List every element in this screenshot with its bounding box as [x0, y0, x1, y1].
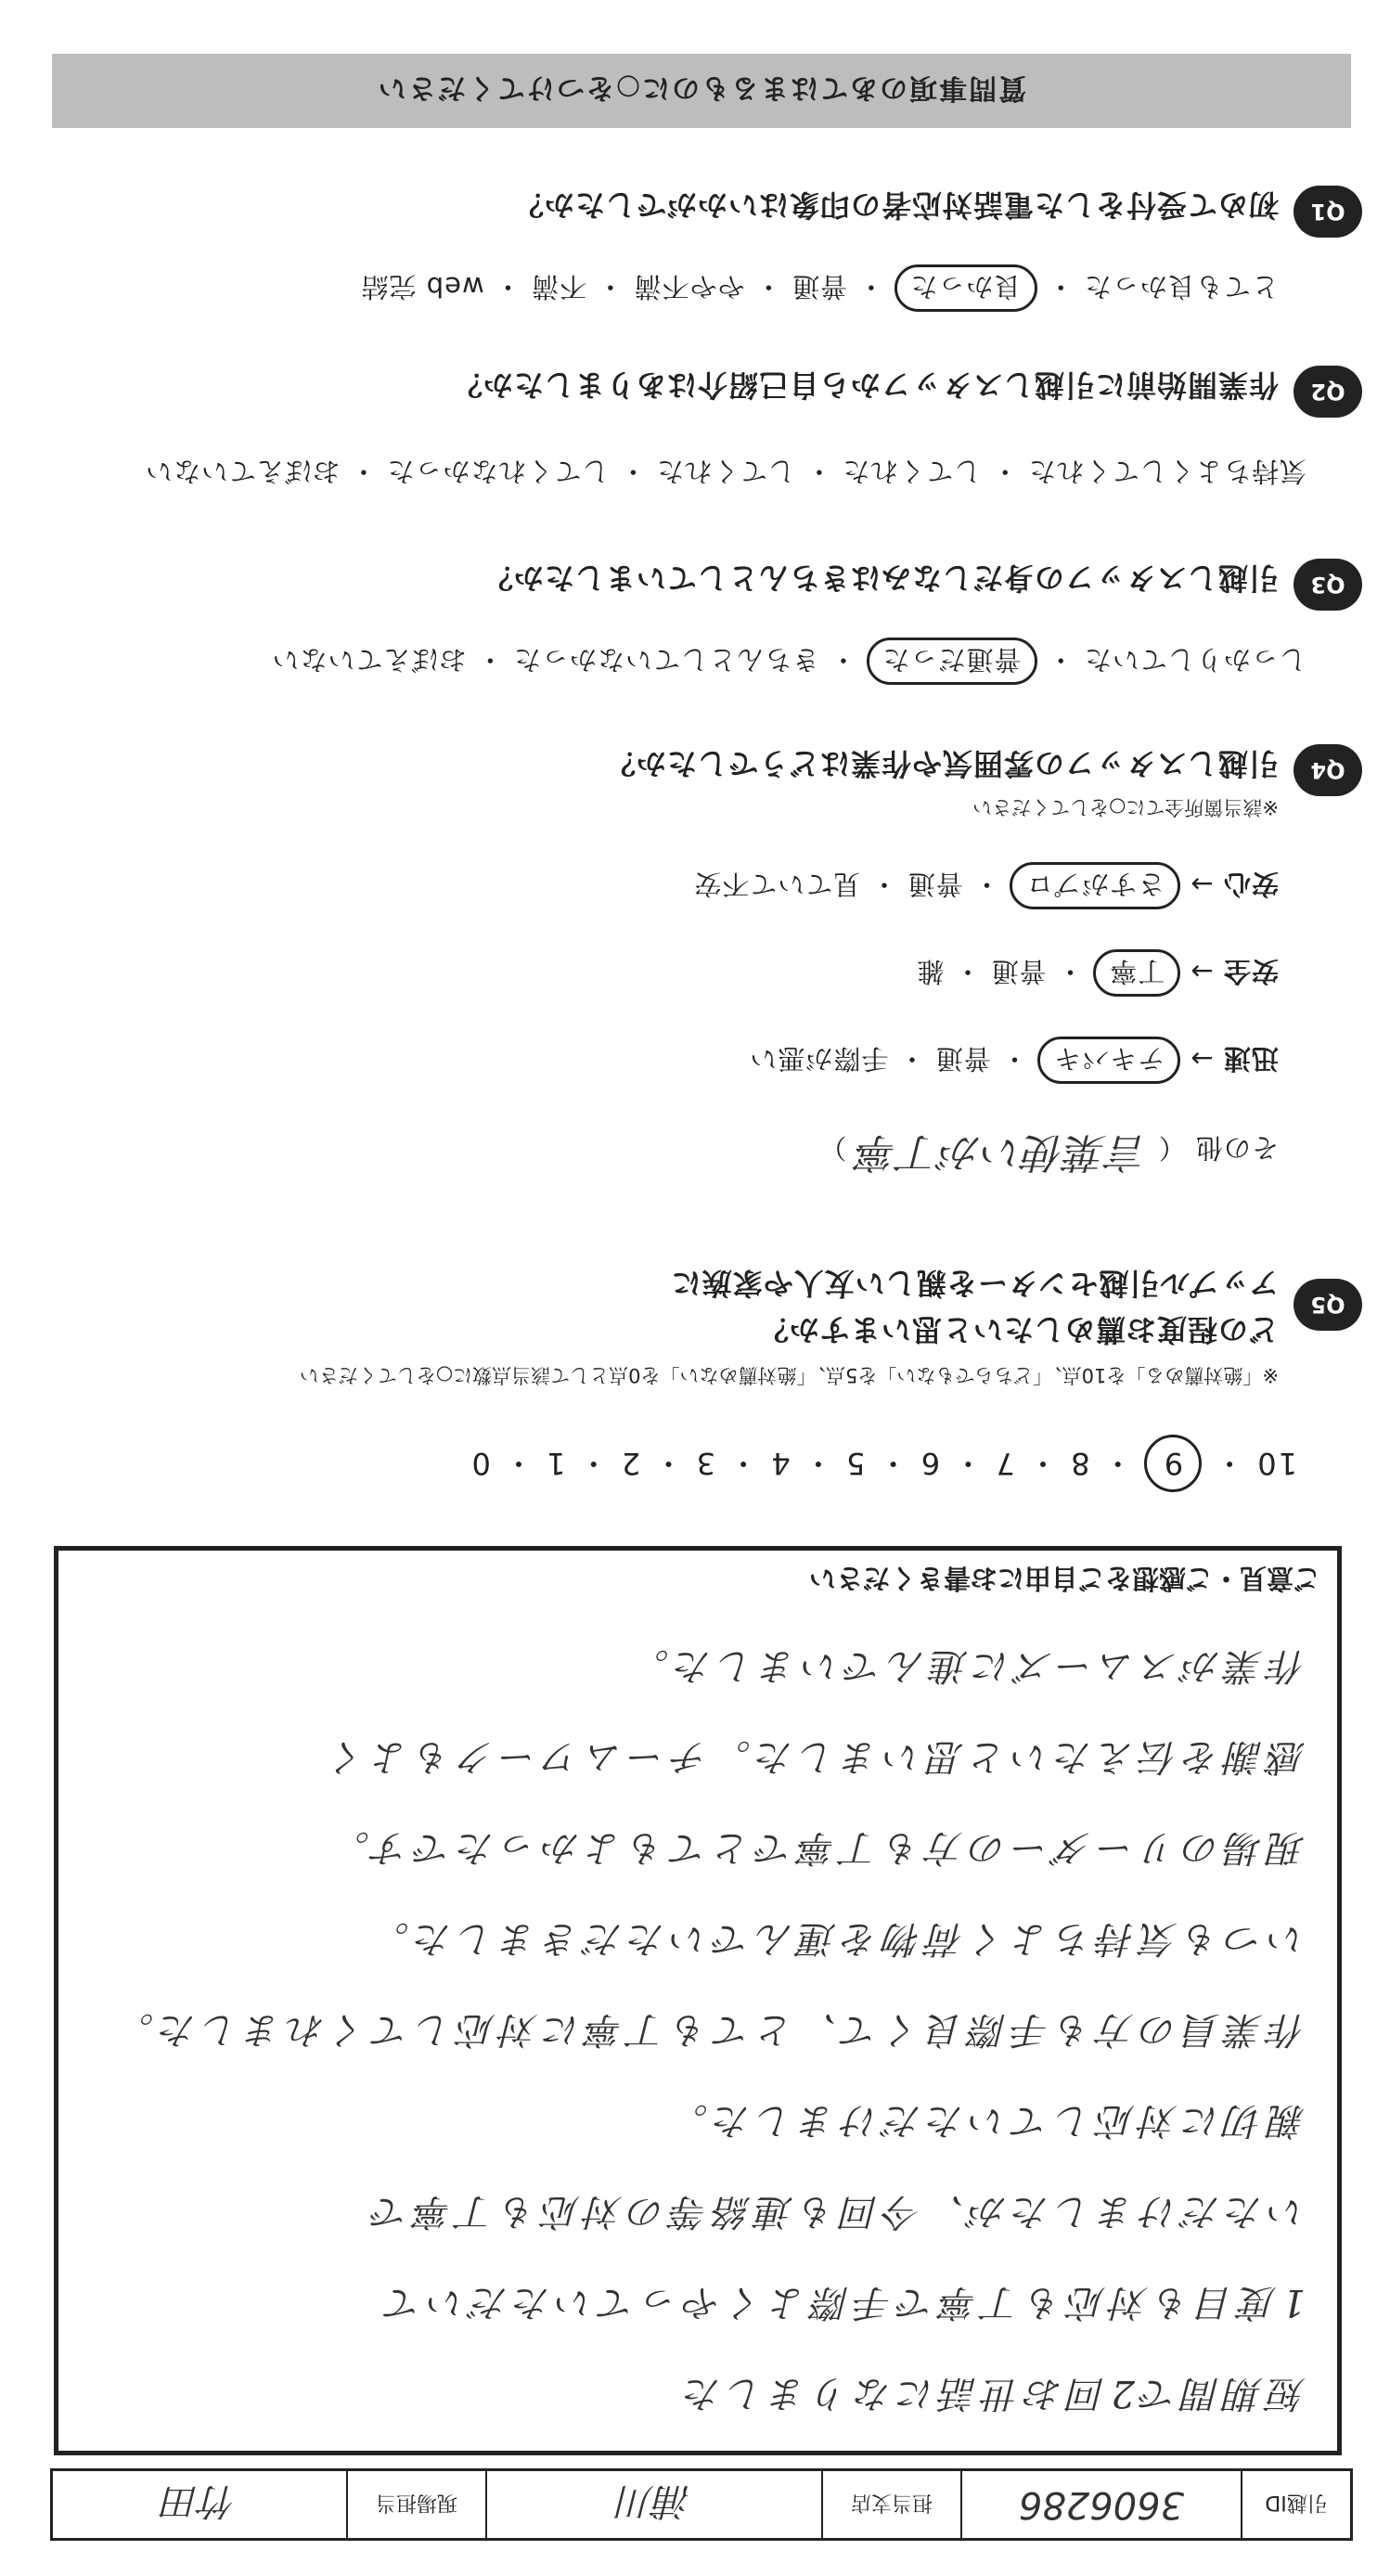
q4-safety-option[interactable]: 雑 — [916, 956, 945, 987]
q2-option[interactable]: おぼえていない — [145, 456, 341, 487]
q4-row-label: 安全 — [1222, 956, 1279, 987]
comment-box — [54, 1546, 1342, 2455]
q3-option[interactable]: しっかりしていた — [1083, 644, 1306, 676]
branch-label: 担当支店 — [821, 2471, 960, 2538]
q4-note: ※該当箇所全てに○をしてください — [972, 796, 1279, 818]
q4-row-trust: 安心 → さすがプロ ・ 普通 ・ 見ていて不安 — [693, 862, 1279, 909]
q5-scale: 10 ・ 9 ・ 8 ・ 7 ・ 6 ・ 5 ・ 4 ・ 3 ・ 2 ・ 1 ・ 0 — [470, 1435, 1297, 1492]
comment-line: 作業がスムーズに進んでいました。 — [626, 1644, 1306, 1687]
q2-option[interactable]: 気持ちよくしてくれた — [1027, 456, 1306, 487]
q1-badge: Q1 — [1293, 186, 1362, 238]
scale-1[interactable]: 1 — [545, 1446, 566, 1481]
q4-safety-selected[interactable]: 丁寧 — [1093, 949, 1180, 997]
comment-line: 親切に対応していただけました。 — [665, 2099, 1306, 2142]
q1-option[interactable]: やや不満 — [633, 271, 745, 303]
q2-option[interactable]: してくれた — [656, 456, 796, 487]
comment-line: いただけましたが、今回も連絡等の対応も丁寧で — [367, 2190, 1306, 2233]
q4-other: その他 （ 言葉使いが丁寧 ） — [818, 1128, 1279, 1176]
q2-option[interactable]: してくれなかった — [386, 456, 610, 487]
q4-badge: Q4 — [1293, 744, 1362, 796]
comment-line: 作業員の方も手際良くて、とても丁寧に対応してくれました。 — [110, 2008, 1306, 2051]
q4-other-label: その他 — [1194, 1132, 1279, 1164]
q4-trust-selected[interactable]: さすがプロ — [1010, 862, 1180, 909]
comment-line: いつも気持ちよく荷物を運んでいただきました。 — [367, 1917, 1306, 1960]
q4-title: 引越しスタッフの雰囲気や作業はどうでしたか？ — [604, 746, 1279, 781]
id-label: 引越ID — [1241, 2471, 1350, 2538]
q5-title-line1: アップル引越センターを親しい友人や家族に — [670, 1266, 1279, 1301]
q5-badge: Q5 — [1293, 1279, 1362, 1331]
q3-options: しっかりしていた ・ 普通だった ・ きちんとしていなかった ・ おぼえていない — [272, 638, 1306, 685]
q4-speed-option[interactable]: 普通 — [934, 1043, 991, 1075]
q5-note: ※「絶対薦める」を10点、「どちらでもない」を5点、「絶対薦めない」を0点として該当点数に○をしてください — [299, 1364, 1279, 1386]
q2-badge: Q2 — [1293, 366, 1362, 418]
q4-row-safety: 安全 → 丁寧 ・ 普通 ・ 雑 — [916, 949, 1279, 997]
q3-option[interactable]: きちんとしていなかった — [513, 644, 820, 676]
scale-2[interactable]: 2 — [619, 1446, 641, 1481]
id-value: 3606286 — [960, 2471, 1241, 2538]
q4-safety-option[interactable]: 普通 — [990, 956, 1047, 987]
q2-options: 気持ちよくしてくれた ・ してくれた ・ してくれた ・ してくれなかった ・ おぼえていない — [145, 456, 1306, 487]
q1-option[interactable]: web 完結 — [360, 271, 484, 303]
q4-row-label: 迅速 — [1222, 1043, 1279, 1075]
branch-value: 浦川 — [485, 2471, 821, 2538]
q3-badge: Q3 — [1293, 559, 1362, 611]
q3-title: 引越しスタッフの身だしなみはきちんとしていましたか？ — [482, 560, 1279, 596]
scale-4[interactable]: 4 — [769, 1446, 791, 1481]
leader-value: 竹田 — [162, 2479, 237, 2523]
comment-line: 感謝を伝えたいと思いました。チームワークもよく — [324, 1735, 1306, 1778]
q1-option[interactable]: とても良かった — [1083, 271, 1279, 303]
q4-speed-selected[interactable]: テキパキ — [1037, 1037, 1180, 1084]
q4-row-speed: 迅速 → テキパキ ・ 普通 ・ 手際が悪い — [749, 1037, 1279, 1084]
comment-line: 現場のリーダーの方も丁寧でとてもよかったです。 — [327, 1826, 1306, 1869]
scale-8[interactable]: 8 — [1069, 1446, 1090, 1481]
id-bar — [50, 2468, 1353, 2541]
scale-6[interactable]: 6 — [919, 1446, 941, 1481]
q3-option[interactable]: おぼえていない — [271, 644, 467, 676]
q1-options: とても良かった ・ 良かった ・ 普通 ・ やや不満 ・ 不満 ・ web 完結 — [361, 264, 1279, 312]
scale-0[interactable]: 0 — [470, 1446, 491, 1481]
q2-title: 作業開始前に引越しスタッフから自己紹介はありましたか？ — [451, 367, 1279, 403]
scale-7[interactable]: 7 — [994, 1446, 1015, 1481]
scale-10[interactable]: 10 — [1255, 1446, 1297, 1481]
q4-other-value: 言葉使いが丁寧 — [856, 1128, 1149, 1176]
q3-option-selected[interactable]: 普通だった — [867, 638, 1037, 685]
q2-option[interactable]: してくれた — [842, 456, 982, 487]
q4-speed-option[interactable]: 手際が悪い — [749, 1043, 889, 1075]
leader-label: 現場担当 — [346, 2471, 485, 2538]
instruction-banner: 質問事項のあてはまるものに○をつけてください — [52, 54, 1351, 128]
q1-title: 初めて受付をした電話対応者の印象はいかがでしたか？ — [512, 187, 1279, 223]
q5-title-line2: どの程度お薦めしたいと思いますか？ — [757, 1312, 1279, 1347]
q1-option[interactable]: 不満 — [531, 271, 587, 303]
q4-row-label: 安心 — [1222, 869, 1279, 900]
scale-9-selected[interactable]: 9 — [1144, 1435, 1202, 1492]
q4-trust-option[interactable]: 普通 — [907, 869, 963, 900]
scale-3[interactable]: 3 — [694, 1446, 715, 1481]
q4-trust-option[interactable]: 見ていて不安 — [693, 869, 861, 900]
q1-option-selected[interactable]: 良かった — [894, 264, 1037, 312]
comment-line: 短期間で2回お世話になりました — [678, 2372, 1306, 2415]
comment-heading: ご意見・ご感想をご自由にお書きください — [808, 1563, 1320, 1594]
scale-5[interactable]: 5 — [844, 1446, 866, 1481]
comment-line: 1度目も対応も丁寧で手際よくやっていただいて — [380, 2281, 1306, 2324]
q1-option[interactable]: 普通 — [792, 271, 848, 303]
